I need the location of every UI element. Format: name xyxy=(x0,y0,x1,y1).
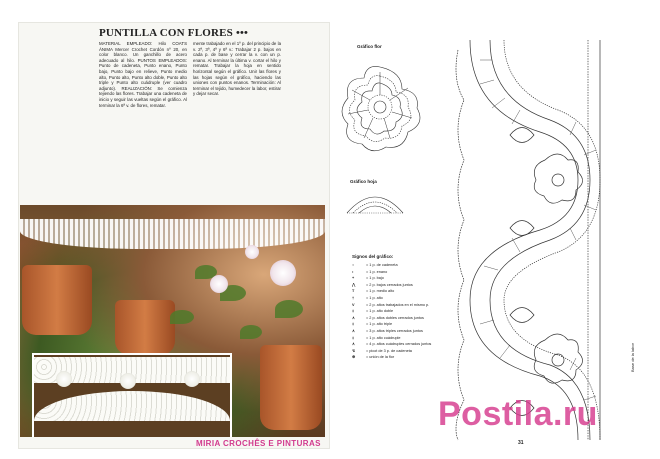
legend-text: = 1 p. medio alto xyxy=(366,289,395,294)
instructions-column-1: MATERIAL EMPLEADO: Hilo COATS ÁNIMA Mercer Crochet Cordón nº 20, en color blanco. Un ganchillo de acero adecuado al hilo. PUNTOS EMPLEADOS: Punto de cadeneta, Punto enano, Punto bajo, Punto bajo en relieve, Punto medio alto, Punto alto, Punto alto doble, Punto alto triple y Punto alto cuádruple (ver cuadro adjunto). REALIZACIÓN: Se comienza tejiendo las flores. Trabajar una cadeneta de inicio y seguir las vueltas según el gráfico. Al terminar la 6ª v. de flores, rematar. xyxy=(99,41,187,108)
legend-symbol: ∧ xyxy=(352,342,355,347)
instructions-column-2: mente trabajado en el 1º p. del principio de la v. 2ª, 3ª, 4ª y 6ª v.: Trabajar 2 p. bajos en cada p. de base y cerrar la v. con un p. enano. Al terminar la última v. cortar el hilo y rematar. Trabajar la hoja en sentido horizontal según el gráfico. Unir las flores y las hojas según el gráfico, haciendo las uniones con puntos enanos. Terminación: Al terminar el tejido, humedecer la labor, estirar y dejar secar. xyxy=(193,41,281,97)
labor-base-note: Base de la labor xyxy=(630,343,635,372)
legend-row xyxy=(352,321,444,328)
geranium-flower xyxy=(270,260,296,286)
legend-symbol: ∧ xyxy=(352,328,355,333)
legend-symbol: ∧ xyxy=(352,315,355,320)
legend-row xyxy=(352,302,444,309)
clay-pot xyxy=(22,265,92,335)
symbol-legend xyxy=(352,262,444,442)
legend-row xyxy=(352,308,444,315)
page-number: 31 xyxy=(518,440,524,446)
legend-row xyxy=(352,269,444,276)
legend-text: = unión de la flor xyxy=(366,355,395,360)
lace-closeup xyxy=(32,353,232,437)
legend-symbol: † xyxy=(352,295,355,300)
leaf-chart-label: Gráfico hoja xyxy=(350,179,377,184)
lace-trim-shelf xyxy=(20,219,325,249)
lace-flower xyxy=(56,371,72,387)
legend-text: = 4 p. altos cuádruples cerrados juntos xyxy=(366,342,432,347)
legend-text: = 2 p. bajos cerrados juntos xyxy=(366,282,413,287)
legend-symbol: ○ xyxy=(352,263,355,267)
legend-text: = 1 p. bajo xyxy=(366,276,384,281)
photo-credit: MIRIA CROCHÊS E PINTURAS xyxy=(196,439,321,448)
legend-row xyxy=(352,295,444,302)
legend-text: = 1 p. enano xyxy=(366,269,388,274)
clay-pot xyxy=(260,345,322,430)
legend-text: = 1 p. alto doble xyxy=(366,309,394,314)
geranium-flower xyxy=(245,245,259,259)
leaf-chart xyxy=(345,187,405,217)
lace-flower xyxy=(184,371,200,387)
legend-symbol: ⊕ xyxy=(352,355,356,360)
plant-leaf xyxy=(275,300,303,318)
legend-symbol: ⋀ xyxy=(352,282,356,287)
flower-chart xyxy=(340,52,420,162)
legend-row xyxy=(352,275,444,282)
legend-text: = 1 p. alto triple xyxy=(366,322,393,327)
pattern-title: PUNTILLA CON FLORES ••• xyxy=(99,27,249,39)
flower-chart-label: Gráfico flor xyxy=(357,44,382,49)
watermark-logo: Postila.ru xyxy=(438,395,598,433)
legend-text: = 2 p. altos trabajados en el mismo p. xyxy=(366,302,430,307)
legend-row xyxy=(352,262,444,269)
right-page xyxy=(330,22,642,447)
lace-band xyxy=(34,391,230,421)
legend-row xyxy=(352,288,444,295)
legend-row xyxy=(352,282,444,289)
legend-symbol: T xyxy=(352,289,355,294)
plant-leaf xyxy=(240,325,262,339)
legend-text: = picot de 3 p. de cadeneta xyxy=(366,348,412,353)
clay-pot xyxy=(115,300,175,355)
legend-symbol: + xyxy=(352,276,355,281)
legend-symbol: ↯ xyxy=(352,348,356,353)
legend-symbol: ‡ xyxy=(352,309,355,314)
legend-text: = 2 p. altos dobles cerrados juntos xyxy=(366,315,424,320)
legend-row xyxy=(352,315,444,322)
legend-symbol: ‡ xyxy=(352,322,355,327)
legend-text: = 1 p. alto xyxy=(366,295,383,300)
legend-row xyxy=(352,354,444,361)
legend-title: Signos del gráfico: xyxy=(352,254,394,259)
legend-symbol: ‡ xyxy=(352,335,355,340)
legend-text: = 1 p. de cadeneta xyxy=(366,263,398,267)
legend-symbol: V xyxy=(352,302,355,307)
plant-leaf xyxy=(170,310,194,324)
lace-flower xyxy=(120,373,136,389)
legend-row xyxy=(352,335,444,342)
edging-chart xyxy=(450,40,610,440)
legend-row xyxy=(352,341,444,348)
legend-row xyxy=(352,328,444,335)
lace-photo xyxy=(20,205,325,437)
legend-symbol: • xyxy=(352,269,354,274)
legend-text: = 3 p. altos triples cerrados juntos xyxy=(366,328,423,333)
geranium-flower xyxy=(210,275,228,293)
legend-text: = 1 p. alto cuádruple xyxy=(366,335,401,340)
legend-row xyxy=(352,348,444,355)
